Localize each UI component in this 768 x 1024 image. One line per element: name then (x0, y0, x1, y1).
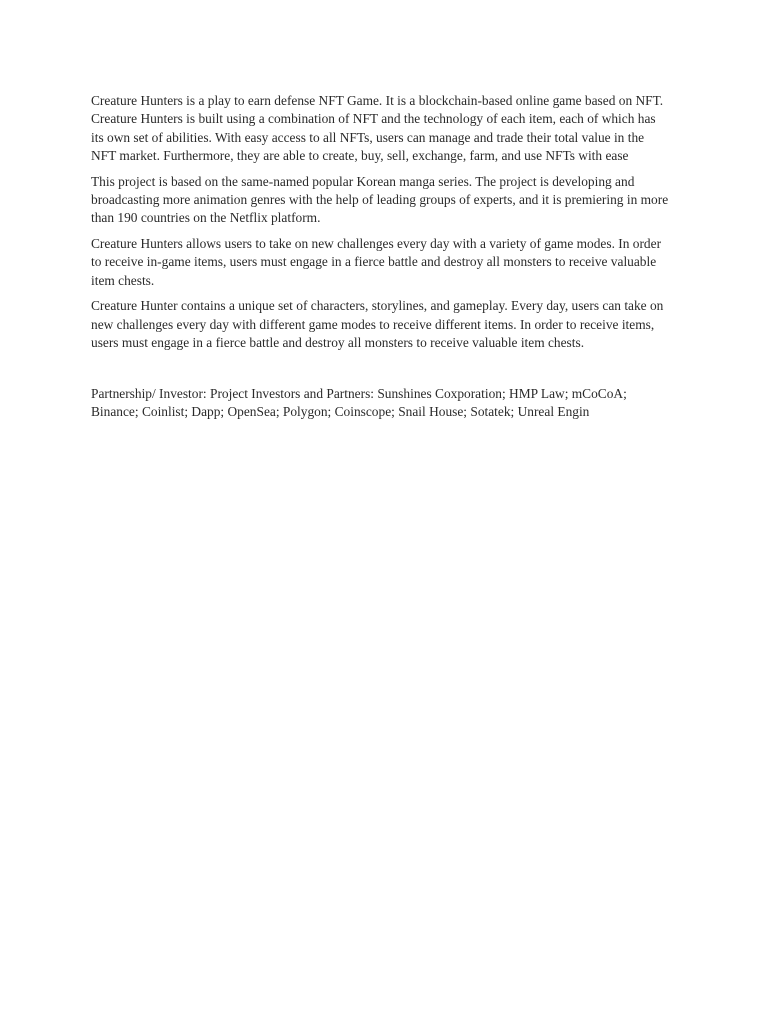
paragraph-gameplay: Creature Hunter contains a unique set of characters, storylines, and gameplay. Every day, users can take on new challenges every day with different game modes to receive different items. In order to receive items, users must engage in a fierce battle and destroy all monsters to receive valuable item chests. (91, 298, 664, 351)
paragraph-partners: Partnership/ Investor: Project Investors and Partners: Sunshines Coxporation; HMP Law; mCoCoA; Binance; Coinlist; Dapp; OpenSea; Polygon; Coinscope; Snail House; Sotatek; Unreal Engin (91, 385, 627, 420)
document-body (91, 92, 671, 429)
paragraph-challenges: Creature Hunters allows users to take on new challenges every day with a variety of game modes. In order to receive in-game items, users must engage in a fierce battle and destroy all monsters to receive valuable item chests. (91, 236, 662, 288)
paragraph-intro: Creature Hunters is a play to earn defense NFT Game. It is a blockchain-based online game based on NFT. Creature Hunters is built using a combination of NFT and the technology of each item, each of which has its own set of abilities. With easy access to all NFTs, users can manage and trade their total value in the NFT market. Furthermore, they are able to create, buy, sell, exchange, farm, and use NFTs with ease (91, 93, 664, 163)
paragraph-manga: This project is based on the same-named popular Korean manga series. The project is developing and broadcasting more animation genres with the help of leading groups of experts, and it is premiering in more than 190 countries on the Netflix platform. (91, 173, 669, 226)
blank-line (91, 360, 671, 385)
